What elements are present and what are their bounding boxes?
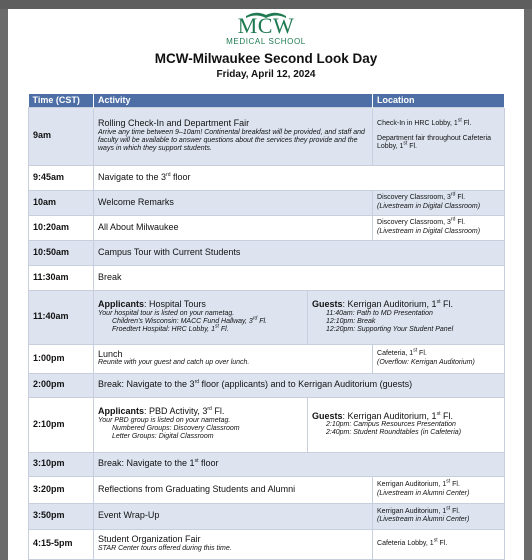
table-row — [29, 165, 505, 190]
column-header-activity: Activity — [94, 94, 373, 107]
row-activity: Break — [94, 265, 505, 290]
row-location: Cafeteria, 1st Fl. (Overflow: Kerrigan Auditorium) — [373, 344, 505, 373]
schedule-page — [8, 9, 524, 560]
row-time: 10:20am — [29, 215, 94, 240]
schedule-table — [28, 94, 505, 560]
table-row — [29, 215, 505, 240]
table-row — [29, 107, 505, 165]
row-time: 2:10pm — [29, 397, 94, 452]
logo-wordmark: MCW — [237, 13, 295, 38]
table-row — [29, 529, 505, 559]
activity-title: All About Milwaukee — [94, 215, 373, 240]
row-time: 1:00pm — [29, 344, 94, 373]
table-row — [29, 240, 505, 265]
row-time: 2:00pm — [29, 373, 94, 397]
column-header-location: Location — [373, 94, 505, 107]
row-activity: Break: Navigate to the 1st floor — [94, 452, 505, 476]
table-row — [29, 452, 505, 476]
row-time: 10am — [29, 190, 94, 215]
activity-title: Reflections from Graduating Students and Alumni — [94, 476, 373, 503]
row-location — [373, 107, 505, 165]
location-line: Department fair throughout Cafeteria Lobby, 1st Fl. — [377, 134, 492, 151]
row-activity: Campus Tour with Current Students — [94, 240, 505, 265]
table-row — [29, 397, 505, 452]
row-location: Kerrigan Auditorium, 1st Fl. (Livestream in Alumni Center) — [373, 503, 505, 529]
guests-activity: Guests: Kerrigan Auditorium, 1st Fl. 2:10pm: Campus Resources Presentation 2:40pm: Student Roundtables (in Cafeteria) — [308, 397, 505, 452]
row-time: 3:10pm — [29, 452, 94, 476]
row-activity: Break: Navigate to the 3rd floor (applicants) and to Kerrigan Auditorium (guests) — [94, 373, 505, 397]
row-time: 9:45am — [29, 165, 94, 190]
table-row — [29, 290, 505, 344]
row-location: Discovery Classroom, 3rd Fl. (Livestream in Digital Classroom) — [373, 215, 505, 240]
activity-description: Arrive any time between 9–10am! Continental breakfast will be provided, and staff and faculty will be available to answer questions about the services they provide and the ways in which they support students. — [98, 128, 365, 152]
row-activity: Navigate to the 3rd floor — [94, 165, 505, 190]
event-date: Friday, April 12, 2024 — [216, 69, 316, 80]
row-time: 4:15-5pm — [29, 529, 94, 559]
row-activity: Student Organization Fair STAR Center tours offered during this time. — [94, 529, 373, 559]
row-time: 3:50pm — [29, 503, 94, 529]
row-activity: Lunch Reunite with your guest and catch up over lunch. — [94, 344, 373, 373]
activity-title: Event Wrap-Up — [94, 503, 373, 529]
row-time: 10:50am — [29, 240, 94, 265]
logo-subtitle: MEDICAL SCHOOL — [226, 37, 306, 46]
window-top-bar — [0, 0, 532, 9]
row-location: Cafeteria Lobby, 1st Fl. — [373, 529, 505, 559]
table-row — [29, 190, 505, 215]
row-time: 11:40am — [29, 290, 94, 344]
row-location: Discovery Classroom, 3rd Fl. (Livestream in Digital Classroom) — [373, 190, 505, 215]
page-title: MCW-Milwaukee Second Look Day — [154, 51, 378, 66]
table-row — [29, 265, 505, 290]
activity-title: Welcome Remarks — [94, 190, 373, 215]
activity-title: Rolling Check-In and Department Fair — [98, 117, 250, 128]
location-line: Check-In in HRC Lobby, 1st Fl. — [377, 118, 472, 128]
row-time: 9am — [29, 107, 94, 165]
row-activity — [94, 107, 373, 165]
column-header-time: Time (CST) — [29, 94, 94, 107]
table-row — [29, 503, 505, 529]
row-time: 11:30am — [29, 265, 94, 290]
applicants-activity: Applicants: PBD Activity, 3rd Fl. Your PBD group is listed on your nametag. Numbered Groups: Discovery Classroom Letter Groups: Digital Classroom — [94, 397, 308, 452]
table-row — [29, 344, 505, 373]
row-time: 3:20pm — [29, 476, 94, 503]
guests-activity: Guests: Kerrigan Auditorium, 1st Fl. 11:40am: Path to MD Presentation 12:10pm: Break 12:20pm: Supporting Your Student Panel — [308, 290, 505, 344]
table-row — [29, 476, 505, 503]
applicants-activity: Applicants: Hospital Tours Your hospital tour is listed on your nametag. Children's Wisconsin: MACC Fund Hallway, 3rd Fl. Froedtert Hospital: HRC Lobby, 1st Fl. — [94, 290, 308, 344]
table-row — [29, 373, 505, 397]
table-header-row — [29, 94, 505, 107]
row-location: Kerrigan Auditorium, 1st Fl. (Livestream in Alumni Center) — [373, 476, 505, 503]
